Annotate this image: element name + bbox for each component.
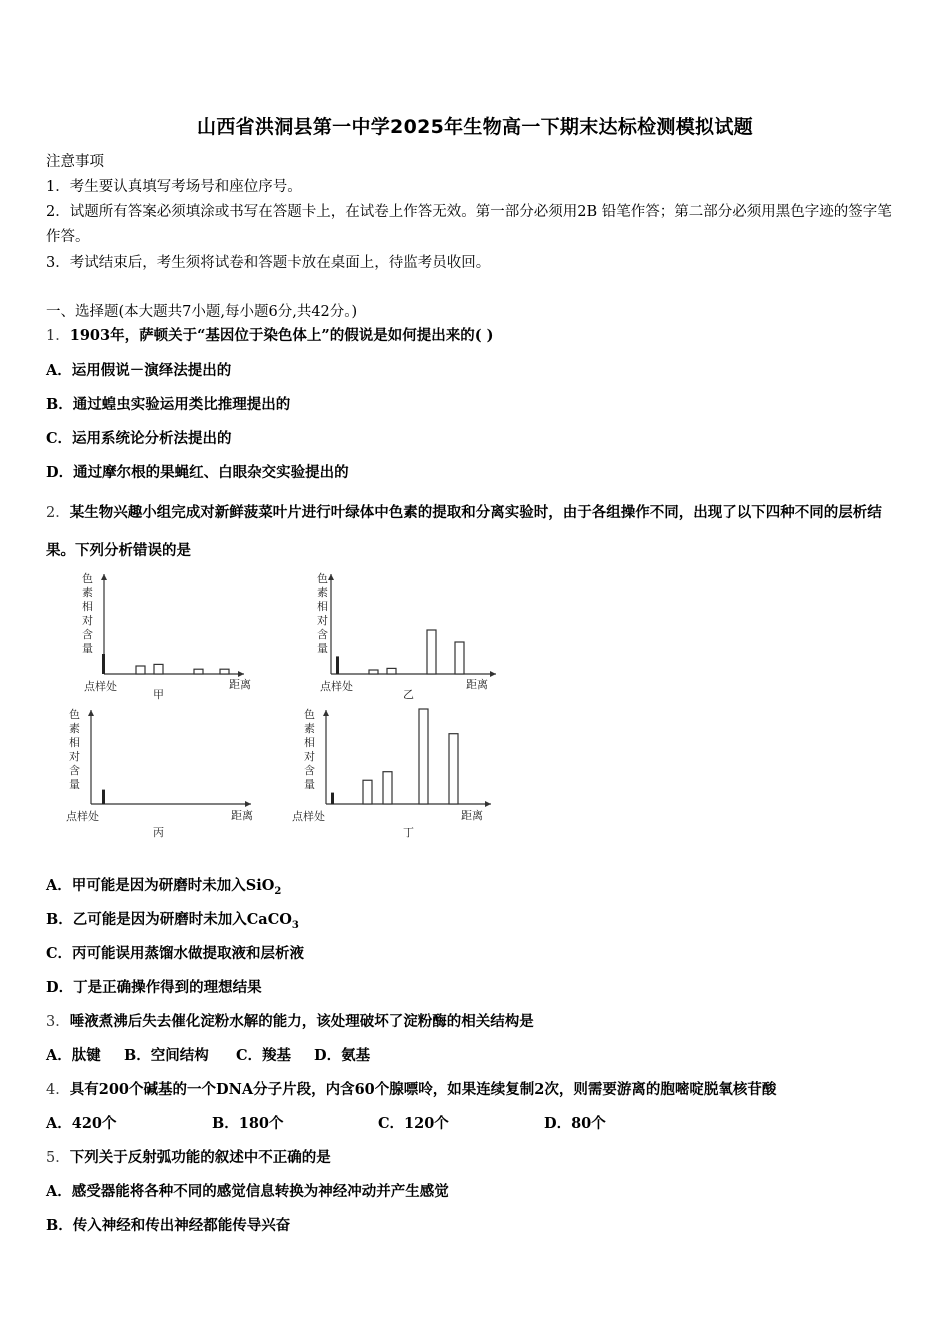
chromatography-figure (46, 562, 536, 847)
axis-label-char: 量 (317, 642, 328, 655)
option-b: B．180个 (212, 1115, 284, 1132)
axis-label-char: 色 (82, 572, 93, 585)
question-number: 3． (46, 1014, 70, 1030)
question-3-stem (46, 1012, 906, 1032)
axis-label-char: 相 (69, 736, 80, 749)
y-axis-arrow (88, 710, 94, 716)
question-text: 1903年，萨顿关于“基因位于染色体上”的假说是如何提出来的( ) (69, 327, 494, 344)
question-text: 唾液煮沸后失去催化淀粉水解的能力，该处理破坏了淀粉酶的相关结构是 (69, 1013, 534, 1030)
pigment-bar (369, 670, 378, 674)
pigment-bar (427, 630, 436, 674)
axis-label-char: 色 (69, 708, 80, 721)
y-axis-arrow (328, 574, 334, 580)
pigment-bar (449, 734, 458, 804)
axis-label-char: 对 (69, 750, 80, 763)
axis-label-char: 色 (304, 708, 315, 721)
origin-bar (336, 656, 339, 674)
panel-label: 丁 (403, 826, 414, 839)
question-4-stem (46, 1080, 906, 1100)
question-text: 某生物兴趣小组完成对新鲜菠菜叶片进行叶绿体中色素的提取和分离实验时，由于各组操作不同，出现了以下四种不同的层析结果。下列分析错误的是 (46, 504, 882, 559)
question-1-option-c: C．运用系统论分析法提出的 (46, 430, 232, 447)
axis-label-char: 色 (317, 572, 328, 585)
option-c: C．羧基 (236, 1047, 292, 1064)
panel-label: 乙 (403, 688, 414, 701)
axis-label-char: 素 (82, 586, 93, 599)
pigment-bar (136, 666, 145, 674)
origin-bar (102, 790, 105, 804)
panel-label: 丙 (153, 826, 164, 839)
distance-label: 距离 (461, 809, 483, 822)
x-axis-arrow (245, 801, 251, 807)
y-axis-arrow (323, 710, 329, 716)
section-heading: 一、选择题(本大题共7小题,每小题6分,共42分。) (46, 304, 358, 320)
y-axis-arrow (101, 574, 107, 580)
option-a: A．420个 (46, 1115, 117, 1132)
question-3-options (46, 1046, 906, 1066)
question-2-stem (46, 494, 906, 570)
notice-item: 1．考生要认真填写考场号和座位序号。 (46, 179, 302, 195)
origin-label: 点样处 (320, 680, 353, 693)
option-d: D．80个 (544, 1115, 606, 1132)
option-a: A．肽键 (46, 1047, 101, 1064)
question-1-option-a: A．运用假说－演绎法提出的 (46, 362, 232, 379)
question-2-option-d: D．丁是正确操作得到的理想结果 (46, 979, 262, 996)
question-1-stem (46, 326, 906, 346)
origin-label: 点样处 (292, 810, 325, 823)
distance-label: 距离 (231, 809, 253, 822)
question-5-option-b: B．传入神经和传出神经都能传导兴奋 (46, 1217, 291, 1234)
question-text: 具有200个碱基的一个DNA分子片段，内含60个腺嘌呤，如果连续复制2次，则需要游离的胞嘧啶脱氧核苷酸 (69, 1081, 777, 1098)
option-c: C．120个 (378, 1115, 449, 1132)
axis-label-char: 相 (82, 600, 93, 613)
origin-bar (102, 654, 105, 674)
notice-heading: 注意事项 (46, 154, 104, 170)
distance-label: 距离 (229, 678, 251, 691)
question-text: 下列关于反射弧功能的叙述中不正确的是 (69, 1149, 331, 1166)
pigment-bar (363, 780, 372, 804)
question-number: 5． (46, 1150, 70, 1166)
pigment-bar (383, 772, 392, 804)
axis-label-char: 量 (82, 642, 93, 655)
x-axis-arrow (490, 671, 496, 677)
question-5-option-a: A．感受器能将各种不同的感觉信息转换为神经冲动并产生感觉 (46, 1183, 449, 1200)
question-number: 1． (46, 328, 70, 344)
axis-label-char: 量 (69, 778, 80, 791)
x-axis-arrow (485, 801, 491, 807)
question-2-option-a: A．甲可能是因为研磨时未加入SiO$_2$ (46, 877, 282, 897)
option-d: D．氨基 (314, 1047, 371, 1064)
option-b: B．空间结构 (124, 1047, 209, 1064)
question-2-option-c: C．丙可能误用蒸馏水做提取液和层析液 (46, 945, 305, 962)
pigment-bar (419, 709, 428, 804)
axis-label-char: 量 (304, 778, 315, 791)
pigment-bar (455, 642, 464, 674)
axis-label-char: 素 (317, 586, 328, 599)
notice-item: 3．考试结束后，考生须将试卷和答题卡放在桌面上，待监考员收回。 (46, 255, 491, 271)
axis-label-char: 相 (317, 600, 328, 613)
pigment-bar (154, 664, 163, 674)
axis-label-char: 含 (69, 764, 80, 777)
question-number: 4． (46, 1082, 70, 1098)
axis-label-char: 含 (304, 764, 315, 777)
question-1-option-b: B．通过蝗虫实验运用类比推理提出的 (46, 396, 291, 413)
pigment-bar (194, 669, 203, 674)
axis-label-char: 含 (82, 628, 93, 641)
question-4-options (46, 1114, 906, 1134)
pigment-bar (387, 668, 396, 674)
question-number: 2． (46, 505, 70, 521)
question-2-option-b: B．乙可能是因为研磨时未加入CaCO$_3$ (46, 911, 299, 931)
axis-label-char: 对 (317, 614, 328, 627)
pigment-bar (220, 669, 229, 674)
notice-item: 2．试题所有答案必须填涂或书写在答题卡上，在试卷上作答无效。第一部分必须用2B 铅笔作答；第二部分必须用黑色字迹的签字笔作答。 (46, 204, 892, 245)
origin-label: 点样处 (84, 680, 117, 693)
axis-label-char: 含 (317, 628, 328, 641)
page-title: 山西省洪洞县第一中学2025年生物高一下期末达标检测模拟试题 (197, 116, 753, 138)
distance-label: 距离 (466, 678, 488, 691)
axis-label-char: 对 (304, 750, 315, 763)
panel-label: 甲 (153, 688, 164, 701)
axis-label-char: 对 (82, 614, 93, 627)
axis-label-char: 相 (304, 736, 315, 749)
question-1-option-d: D．通过摩尔根的果蝇红、白眼杂交实验提出的 (46, 464, 349, 481)
question-5-stem (46, 1148, 906, 1168)
origin-label: 点样处 (66, 810, 99, 823)
axis-label-char: 素 (304, 722, 315, 735)
axis-label-char: 素 (69, 722, 80, 735)
x-axis-arrow (238, 671, 244, 677)
origin-bar (331, 793, 334, 804)
